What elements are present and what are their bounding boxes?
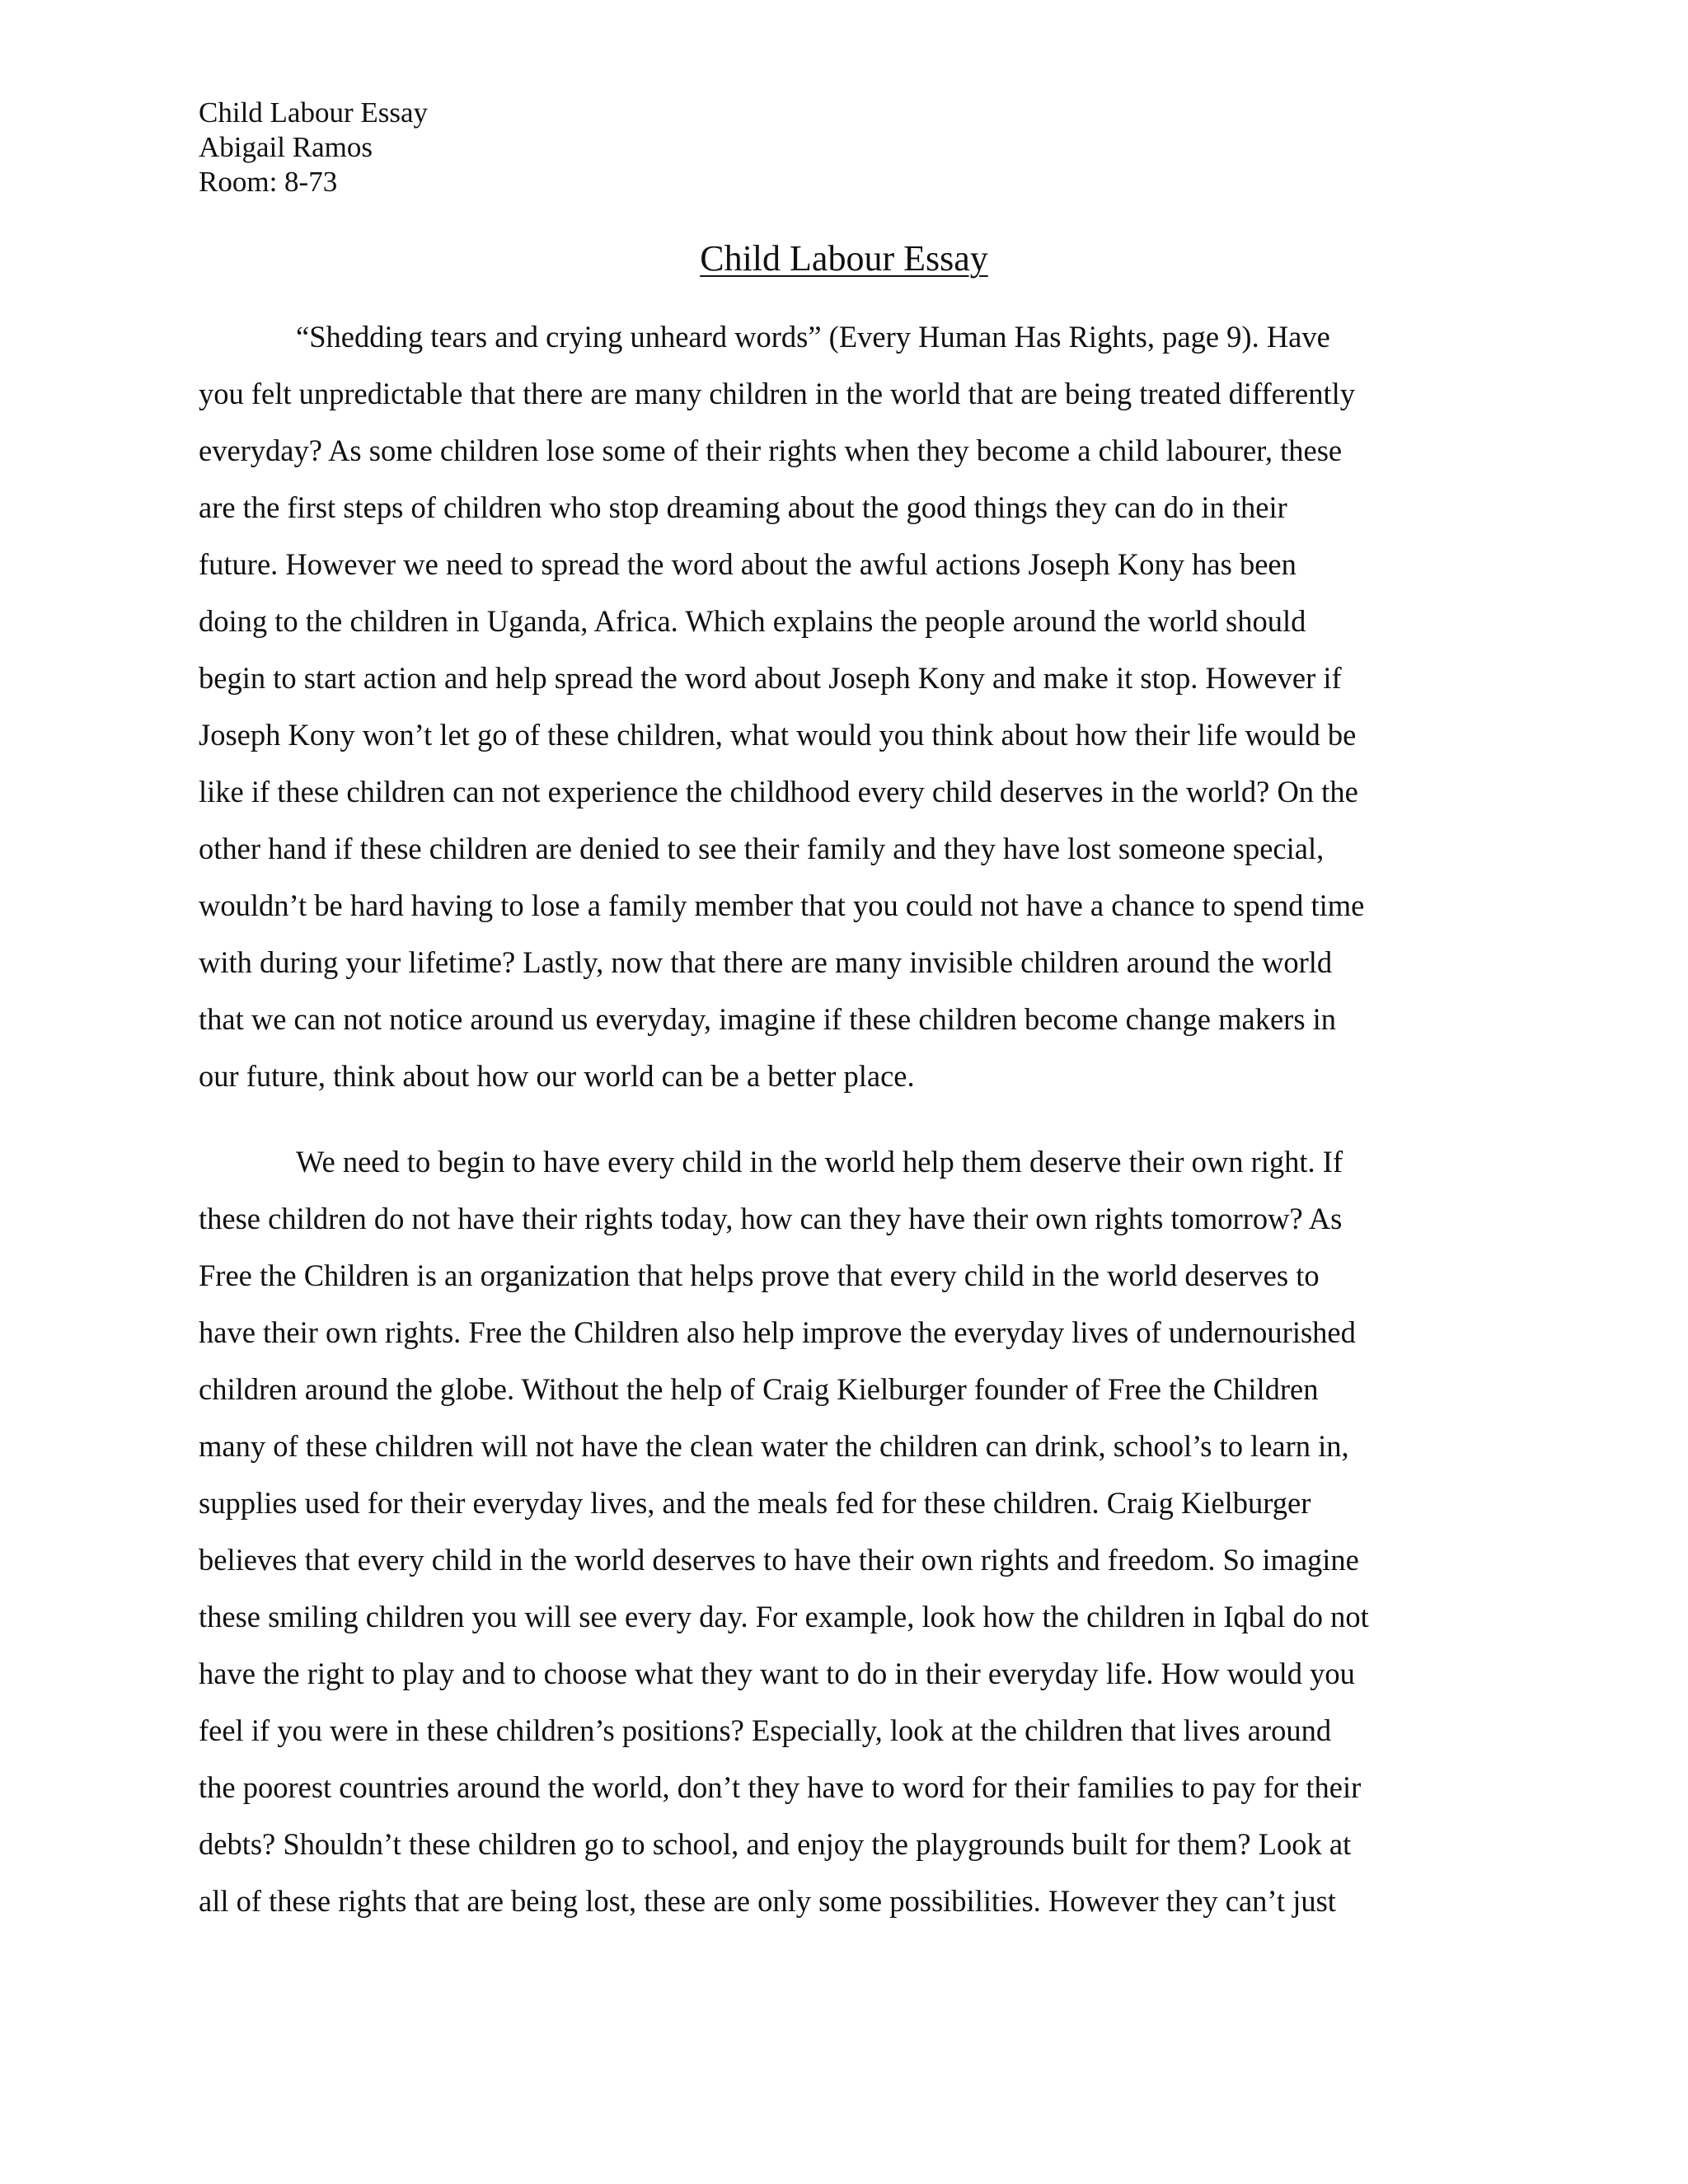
header-author: Abigail Ramos <box>199 131 373 163</box>
paragraph-line: the poorest countries around the world, don’t they have to word for their families to pay for their <box>199 1770 1362 1804</box>
document-header <box>199 96 428 199</box>
paragraph-line: supplies used for their everyday lives, and the meals fed for these children. Craig Kielburger <box>199 1486 1311 1520</box>
paragraph-line: doing to the children in Uganda, Africa. Which explains the people around the world should <box>199 604 1306 638</box>
paragraph-line: have the right to play and to choose what they want to do in their everyday life. How would you <box>199 1657 1355 1690</box>
essay-title: Child Labour Essay <box>700 238 988 279</box>
paragraph-line: many of these children will not have the clean water the children can drink, school’s to learn in, <box>199 1429 1349 1463</box>
paragraph-line: everyday? As some children lose some of their rights when they become a child labourer, these <box>199 434 1343 467</box>
paragraph-line: with during your lifetime? Lastly, now that there are many invisible children around the world <box>199 945 1333 979</box>
header-room: Room: 8-73 <box>199 166 338 198</box>
paragraph-line: wouldn’t be hard having to lose a family member that you could not have a chance to spend time <box>199 888 1365 922</box>
paragraph-line: feel if you were in these children’s positions? Especially, look at the children that lives around <box>199 1713 1332 1747</box>
paragraph-line: all of these rights that are being lost, these are only some possibilities. However they can’t just <box>199 1884 1336 1918</box>
paragraph-line: Joseph Kony won’t let go of these children, what would you think about how their life would be <box>199 718 1357 752</box>
paragraph-line: We need to begin to have every child in the world help them deserve their own right. If <box>296 1145 1343 1179</box>
paragraph-line: future. However we need to spread the word about the awful actions Joseph Kony has been <box>199 547 1296 581</box>
paragraph-line: these smiling children you will see every day. For example, look how the children in Iqbal do not <box>199 1600 1369 1633</box>
paragraph-line: other hand if these children are denied to see their family and they have lost someone special, <box>199 832 1325 865</box>
paragraph-2 <box>199 1133 1494 1929</box>
paragraph-line: Free the Children is an organization that helps prove that every child in the world deserves to <box>199 1258 1320 1292</box>
paragraph-line: are the first steps of children who stop dreaming about the good things they can do in their <box>199 490 1287 524</box>
paragraph-line: have their own rights. Free the Children also help improve the everyday lives of undernourished <box>199 1315 1356 1349</box>
paragraph-line: these children do not have their rights today, how can they have their own rights tomorrow? As <box>199 1202 1343 1235</box>
paragraph-1 <box>199 308 1494 1104</box>
paragraph-line: debts? Shouldn’t these children go to school, and enjoy the playgrounds built for them? Look at <box>199 1827 1352 1861</box>
paragraph-line: that we can not notice around us everyday, imagine if these children become change makers in <box>199 1002 1337 1036</box>
paragraph-line: believes that every child in the world deserves to have their own rights and freedom. So imagine <box>199 1543 1359 1577</box>
header-title-line: Child Labour Essay <box>199 96 429 129</box>
paragraph-line: “Shedding tears and crying unheard words” (Every Human Has Rights, page 9). Have <box>296 320 1330 354</box>
paragraph-line: you felt unpredictable that there are many children in the world that are being treated differently <box>199 377 1355 410</box>
paragraph-line: begin to start action and help spread the word about Joseph Kony and make it stop. However if <box>199 661 1342 695</box>
paragraph-line: like if these children can not experience the childhood every child deserves in the world? On the <box>199 775 1358 808</box>
paragraph-line: children around the globe. Without the help of Craig Kielburger founder of Free the Children <box>199 1372 1319 1406</box>
paragraph-line: our future, think about how our world can be a better place. <box>199 1059 915 1093</box>
